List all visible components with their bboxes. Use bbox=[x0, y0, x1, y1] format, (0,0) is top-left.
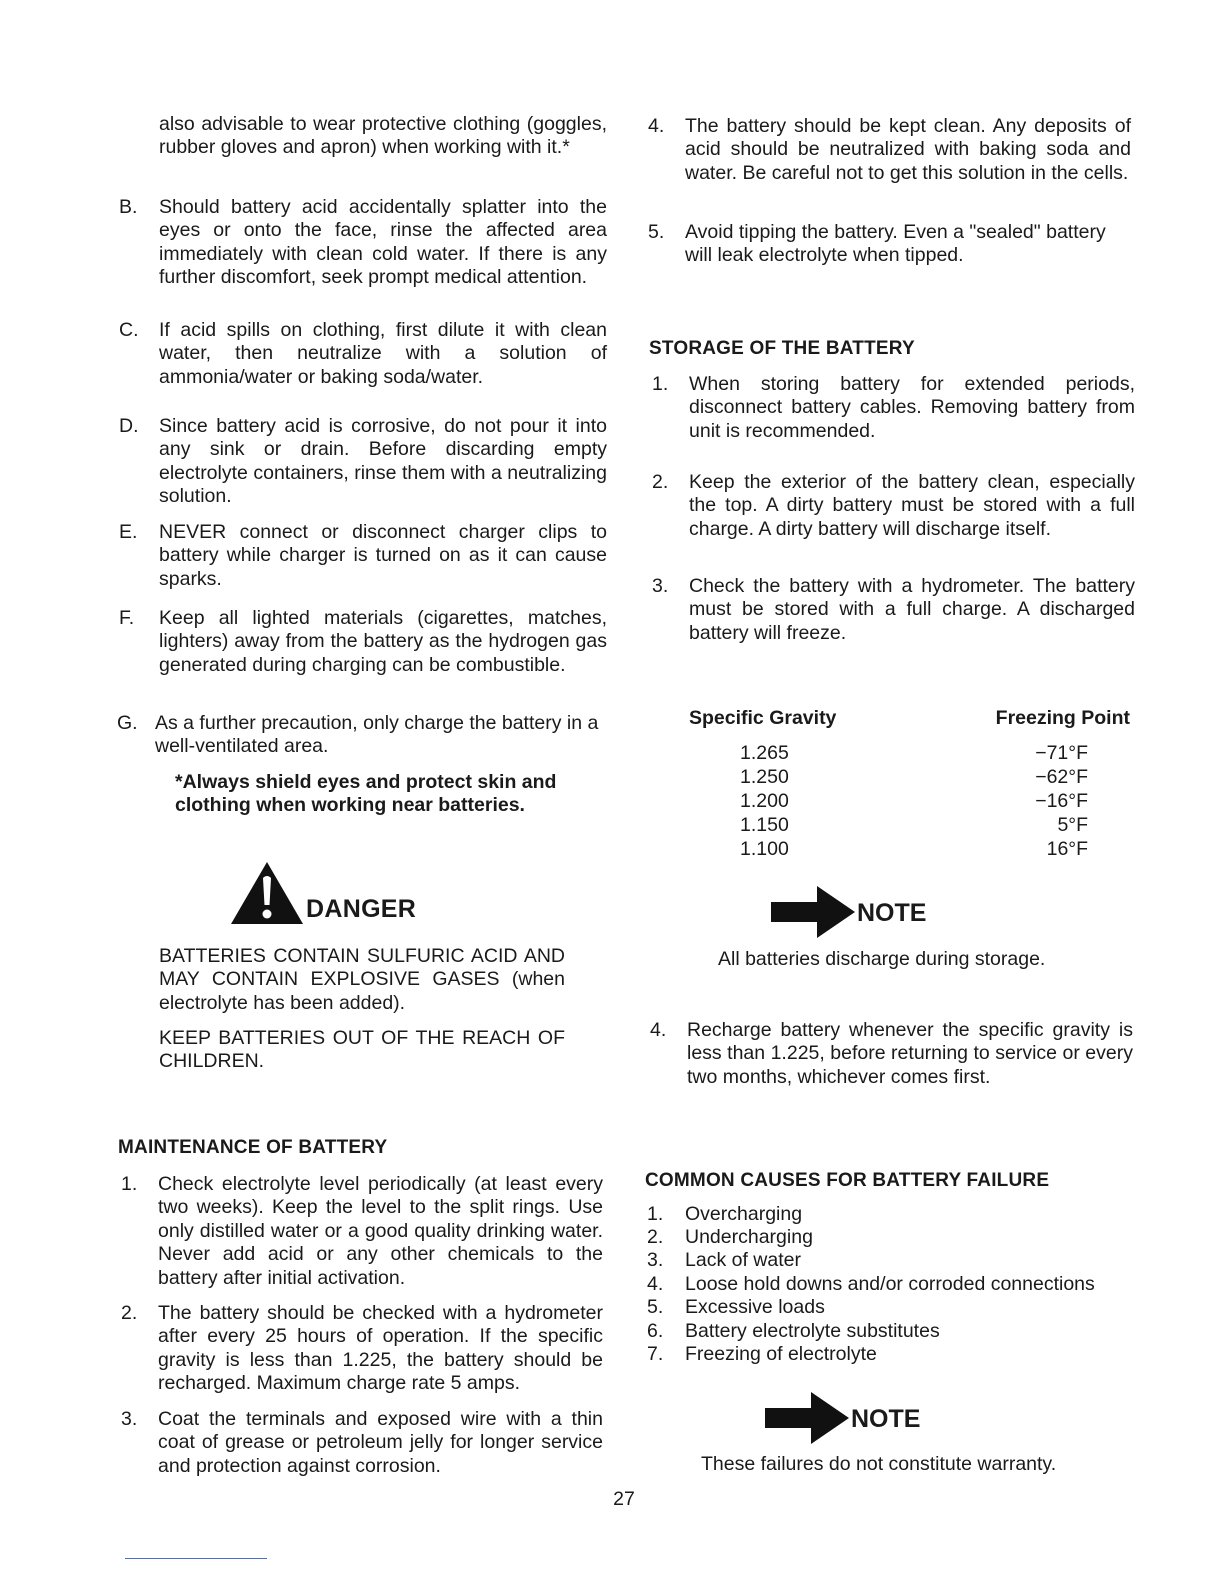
list-item: Excessive loads bbox=[685, 1296, 825, 1318]
table-row: −71°F bbox=[1035, 742, 1088, 764]
list-item: Freezing of electrolyte bbox=[685, 1343, 877, 1365]
item-marker: 2. bbox=[652, 471, 669, 493]
danger-symbol bbox=[229, 860, 305, 926]
failure-heading: COMMON CAUSES FOR BATTERY FAILURE bbox=[645, 1170, 1050, 1191]
list-item-marker: 5. bbox=[647, 1296, 664, 1318]
item-marker: E. bbox=[119, 521, 138, 543]
note-1-title: NOTE bbox=[857, 899, 927, 927]
maintenance-heading: MAINTENANCE OF BATTERY bbox=[118, 1137, 388, 1158]
storage-heading: STORAGE OF THE BATTERY bbox=[649, 338, 915, 359]
table-header-specific-gravity: Specific Gravity bbox=[689, 707, 837, 729]
maintenance-item-2: The battery should be checked with a hydrometer after every 25 hours of operation. If the specific gravity is less than 1.225, the battery should be recharged. Maximum charge rate 5 amps. bbox=[158, 1302, 603, 1395]
right-arrow-icon bbox=[771, 886, 857, 938]
storage-item-3: Check the battery with a hydrometer. The battery must be stored with a full charge. A discharged battery will freeze. bbox=[689, 575, 1135, 644]
list-item: Battery electrolyte substitutes bbox=[685, 1320, 940, 1342]
safety-item-e: NEVER connect or disconnect charger clips to battery while charger is turned on as it can cause sparks. bbox=[159, 521, 607, 590]
safety-item-d: Since battery acid is corrosive, do not pour it into any sink or drain. Before discarding empty electrolyte containers, rinse them with a neutralizing solution. bbox=[159, 415, 607, 508]
item-marker: D. bbox=[119, 415, 139, 437]
right-arrow-icon bbox=[765, 1392, 851, 1444]
item-marker: G. bbox=[117, 712, 138, 734]
table-row: 1.150 bbox=[740, 814, 789, 836]
safety-item-b: Should battery acid accidentally splatter into the eyes or onto the face, rinse the affected area immediately with clean cold water. If there is any further discomfort, seek prompt medical attention. bbox=[159, 196, 607, 289]
table-row: 5°F bbox=[1057, 814, 1088, 836]
note-arrow-1 bbox=[771, 886, 857, 938]
item-marker: 4. bbox=[650, 1019, 667, 1041]
list-item: Undercharging bbox=[685, 1226, 813, 1248]
item-marker: 4. bbox=[648, 115, 665, 137]
item-marker: 1. bbox=[652, 373, 669, 395]
item-marker: B. bbox=[119, 196, 138, 218]
note-1-text: All batteries discharge during storage. bbox=[718, 948, 1046, 970]
maintenance-item-1: Check electrolyte level periodically (at least every two weeks). Keep the level to the split rings. Use only distilled water or a good quality drinking water. Never add acid or any other chemicals to the battery after initial activation. bbox=[158, 1173, 603, 1289]
note-arrow-2 bbox=[765, 1392, 851, 1444]
list-item: Overcharging bbox=[685, 1203, 803, 1225]
item-marker: 1. bbox=[121, 1173, 138, 1195]
list-item-marker: 4. bbox=[647, 1273, 664, 1295]
maintenance-item-3: Coat the terminals and exposed wire with a thin coat of grease or petroleum jelly for longer service and protection against corrosion. bbox=[158, 1408, 603, 1477]
list-item-marker: 2. bbox=[647, 1226, 664, 1248]
note-2-title: NOTE bbox=[851, 1405, 921, 1433]
table-header-freezing-point: Freezing Point bbox=[995, 707, 1130, 729]
item-marker: 5. bbox=[648, 221, 665, 243]
item-marker: 2. bbox=[121, 1302, 138, 1324]
table-row: 16°F bbox=[1046, 838, 1088, 860]
recharge-item: Recharge battery whenever the specific gravity is less than 1.225, before returning to service or every two months, whichever comes first. bbox=[687, 1019, 1133, 1088]
table-row: 1.265 bbox=[740, 742, 789, 764]
item-marker: 3. bbox=[652, 575, 669, 597]
list-item-marker: 1. bbox=[647, 1203, 664, 1225]
warning-triangle-icon bbox=[229, 860, 305, 926]
page-number: 27 bbox=[613, 1488, 635, 1510]
safety-item-c: If acid spills on clothing, first dilute it with clean water, then neutralize with a solution of ammonia/water or baking soda/water. bbox=[159, 319, 607, 388]
danger-title: DANGER bbox=[306, 895, 417, 923]
table-row: −62°F bbox=[1035, 766, 1088, 788]
list-item-marker: 6. bbox=[647, 1320, 664, 1342]
table-row: −16°F bbox=[1035, 790, 1088, 812]
table-row: 1.200 bbox=[740, 790, 789, 812]
battery-clean-item: The battery should be kept clean. Any deposits of acid should be neutralized with baking soda and water. Be careful not to get this solution in the cells. bbox=[685, 115, 1131, 184]
safety-item-f: Keep all lighted materials (cigarettes, matches, lighters) away from the battery as the hydrogen gas generated during charging can be combustible. bbox=[159, 607, 607, 676]
intro-paragraph: also advisable to wear protective clothing (goggles, rubber gloves and apron) when working with it.* bbox=[159, 113, 607, 159]
list-item-marker: 7. bbox=[647, 1343, 664, 1365]
list-item: Lack of water bbox=[685, 1249, 801, 1271]
danger-paragraph-2: KEEP BATTERIES OUT OF THE REACH OF CHILDREN. bbox=[159, 1027, 565, 1073]
note-2-text: These failures do not constitute warranty. bbox=[701, 1453, 1057, 1475]
list-item-marker: 3. bbox=[647, 1249, 664, 1271]
table-row: 1.100 bbox=[740, 838, 789, 860]
storage-item-2: Keep the exterior of the battery clean, especially the top. A dirty battery must be stored with a full charge. A dirty battery will discharge itself. bbox=[689, 471, 1135, 540]
item-marker: F. bbox=[119, 607, 135, 629]
safety-item-g: As a further precaution, only charge the battery in a well-ventilated area. bbox=[155, 712, 599, 758]
item-marker: 3. bbox=[121, 1408, 138, 1430]
avoid-tipping-item: Avoid tipping the battery. Even a "sealed" battery will leak electrolyte when tipped. bbox=[685, 221, 1106, 267]
item-marker: C. bbox=[119, 319, 139, 341]
storage-item-1: When storing battery for extended periods, disconnect battery cables. Removing battery from unit is recommended. bbox=[689, 373, 1135, 442]
always-shield-note: *Always shield eyes and protect skin and clothing when working near batteries. bbox=[175, 771, 557, 817]
table-row: 1.250 bbox=[740, 766, 789, 788]
footer-rule bbox=[125, 1558, 267, 1559]
danger-paragraph-1: BATTERIES CONTAIN SULFURIC ACID AND MAY CONTAIN EXPLOSIVE GASES (when electrolyte has been added). bbox=[159, 945, 565, 1014]
list-item: Loose hold downs and/or corroded connections bbox=[685, 1273, 1095, 1295]
